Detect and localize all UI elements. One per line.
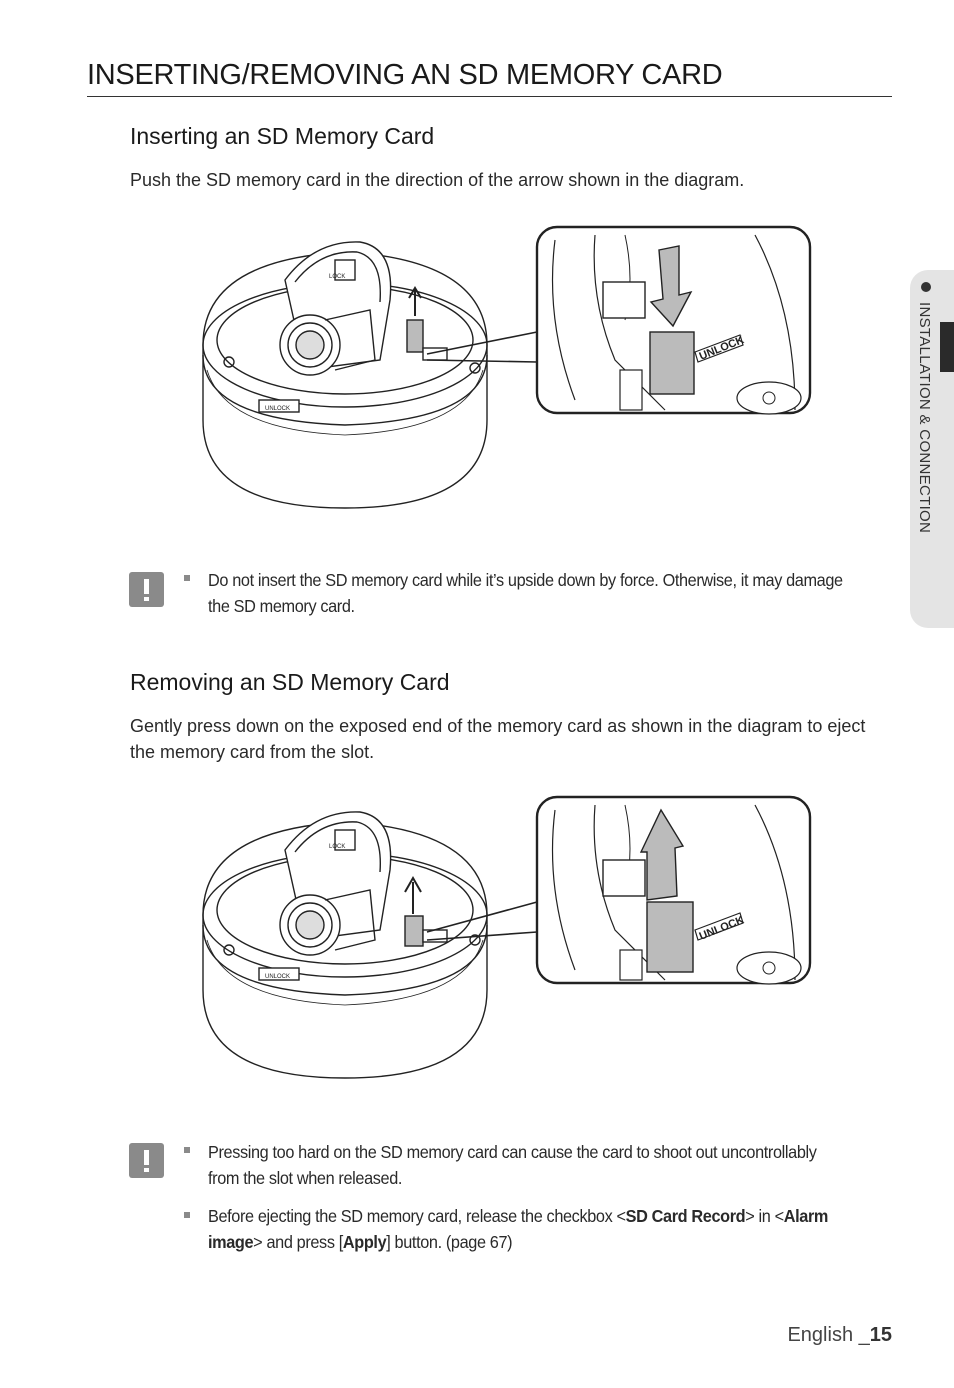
apply-label: Apply xyxy=(342,1232,387,1252)
unlock-label: UNLOCK xyxy=(697,334,746,363)
remove-body: Gently press down on the exposed end of the memory card as shown in the diagram to eject the memory card from the slot. xyxy=(130,716,866,762)
chapter-label-text: INSTALLATION & CONNECTION xyxy=(916,302,933,534)
bullet-marker-3 xyxy=(184,1212,190,1218)
lock-label-small-2: LOCK xyxy=(329,844,346,850)
insert-note: Do not insert the SD memory card while it’s upside down by force. Otherwise, it may damage the SD memory card. xyxy=(208,570,843,616)
insert-diagram xyxy=(195,220,815,520)
bullet-dot-icon xyxy=(921,282,931,292)
remove-note-1: Pressing too hard on the SD memory card can cause the card to shoot out uncontrollably from the slot when released. xyxy=(208,1142,817,1188)
alarm-image-label: Alarm image xyxy=(208,1206,829,1252)
lock-label-small: LOCK xyxy=(329,274,346,280)
remove-heading: Removing an SD Memory Card xyxy=(130,669,450,695)
note2-text-4: ] button. (page 67) xyxy=(386,1232,513,1252)
caution-icon xyxy=(129,572,164,607)
note2-text-3: > and press [ xyxy=(253,1232,343,1252)
page-footer xyxy=(787,1324,892,1347)
insert-body: Push the SD memory card in the direction of the arrow shown in the diagram. xyxy=(130,170,745,190)
sd-card-record-label: SD Card Record xyxy=(625,1206,746,1226)
remove-note-2 xyxy=(208,1203,850,1255)
unlock-label-small: UNLOCK xyxy=(265,406,291,412)
insert-heading: Inserting an SD Memory Card xyxy=(130,123,435,149)
chapter-tab-marker xyxy=(940,322,954,372)
page-title: INSERTING/REMOVING AN SD MEMORY CARD xyxy=(87,56,892,97)
note2-text-2: > in < xyxy=(745,1206,784,1226)
footer-language: English _ xyxy=(787,1324,870,1346)
page-number: 15 xyxy=(869,1324,892,1346)
note2-text-1: Before ejecting the SD memory card, release the checkbox < xyxy=(208,1206,626,1226)
caution-icon-2 xyxy=(129,1143,164,1178)
remove-diagram xyxy=(195,790,815,1090)
unlock-label-small-2: UNLOCK xyxy=(265,974,291,980)
bullet-marker-2 xyxy=(184,1147,190,1153)
bullet-marker xyxy=(184,575,190,581)
unlock-label-2: UNLOCK xyxy=(697,914,746,943)
